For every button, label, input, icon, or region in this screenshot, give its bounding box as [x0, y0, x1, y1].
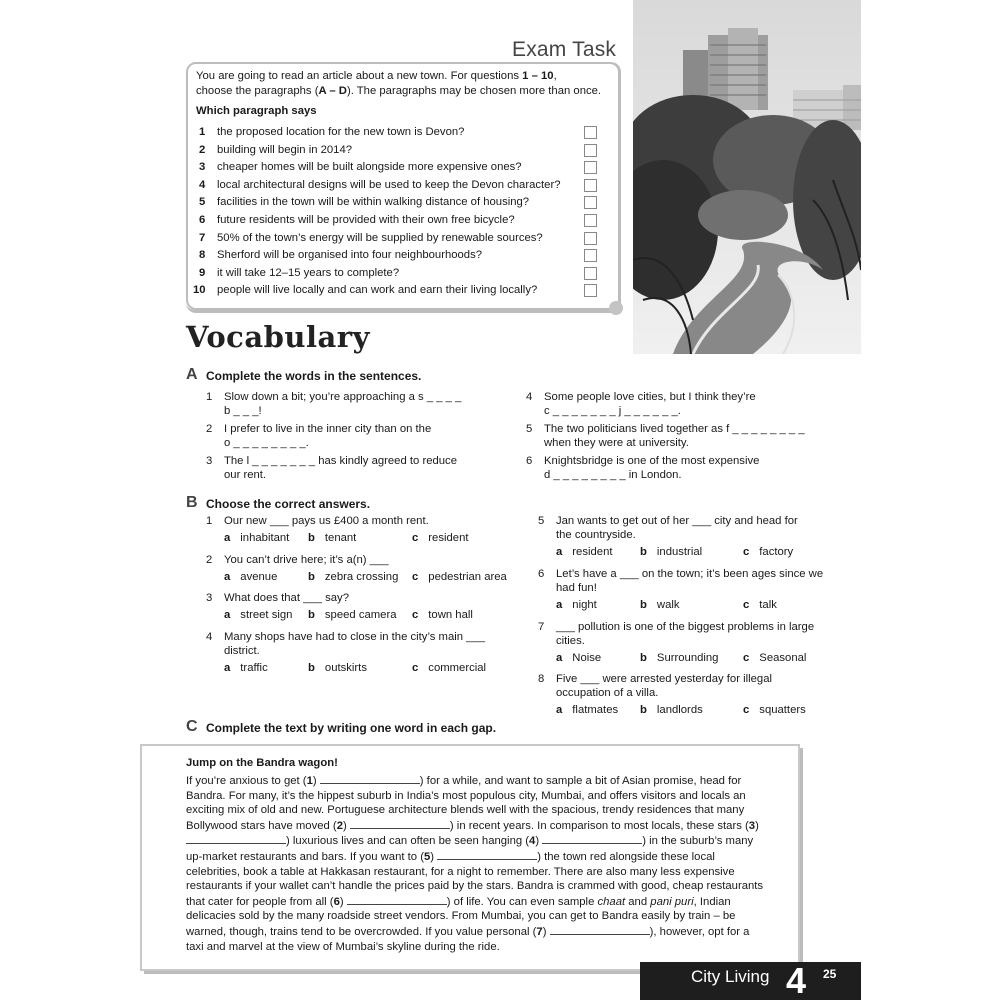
exam-instructions: You are going to read an article about a new town. For questions 1 – 10, choose the paragraphs (A – D). The paragraphs may be chosen more than once. [196, 70, 602, 97]
answer-option[interactable]: a street sign [224, 609, 293, 621]
gap-line[interactable] [550, 924, 650, 935]
answer-option[interactable]: a flatmates [556, 704, 619, 716]
answer-option[interactable]: b speed camera [308, 609, 397, 621]
answer-checkbox[interactable] [584, 196, 597, 209]
answer-option[interactable]: a Noise [556, 652, 602, 664]
gap-line[interactable] [350, 818, 450, 829]
answer-checkbox[interactable] [584, 179, 597, 192]
answer-option[interactable]: a traffic [224, 662, 268, 674]
exam-task-title: Exam Task [512, 38, 617, 61]
answer-option[interactable]: c squatters [743, 704, 806, 716]
answer-checkbox[interactable] [584, 249, 597, 262]
question-row: 3 cheaper homes will be built alongside more expensive ones? [199, 161, 522, 174]
article-heading: Jump on the Bandra wagon! [186, 757, 338, 769]
unit-number: 4 [786, 960, 807, 1001]
answer-checkbox[interactable] [584, 214, 597, 227]
question-row: 2 building will begin in 2014? [199, 143, 353, 156]
exam-box-decoration-dot [609, 301, 623, 315]
answer-checkbox[interactable] [584, 161, 597, 174]
question-row: 1 the proposed location for the new town is Devon? [199, 126, 465, 138]
answer-option[interactable]: b landlords [640, 704, 703, 716]
answer-checkbox[interactable] [584, 267, 597, 280]
exam-lead-question: Which paragraph says [196, 105, 317, 117]
answer-option[interactable]: c town hall [412, 609, 473, 621]
gap-line[interactable] [542, 833, 642, 844]
answer-option[interactable]: a inhabitant [224, 532, 290, 544]
answer-option[interactable]: c commercial [412, 662, 487, 674]
article-body: If you’re anxious to get (1) ) for a while, and want to sample a bit of Asian promise, head for Bandra. For many, it’s the hippest suburb in India’s most populous city, Mumbai, and offers visitors and locals an exciting mix of old and new. Portuguese architecture blends well with the spacious, trendy residences that many Bollywood stars have moved (2) ) in recent years. In comparison to most locals, these stars (3) ) luxurious lives and can often be seen hanging (4) ) in the suburb’s many up-market restaurants and bars. If you want to (5) ) the town red alongside these local celebrities, book a table at Hakkasan restaurant, for a night to remember. There are also many less expensive restaurants if your wallet can’t handle the prices paid by the stars. Bandra is crammed with good, cheap restaurants that cater for people from all (6) ) of life. You can even sample chaat and pani puri, Indian delicacies sold by the many roadside street vendors. From Mumbai, you can get to Bandra easily by train – be warned, though, trains tend to be overcrowded. If you value personal (7) ), however, opt for a taxi and marvel at the view of Mumbai’s skyline during the ride. [186, 775, 764, 953]
unit-title: City Living [691, 967, 770, 986]
answer-option[interactable]: b industrial [640, 546, 703, 558]
section-b-title: Choose the correct answers. [206, 497, 371, 511]
question-row: 4 local architectural designs will be used to keep the Devon character? [199, 178, 561, 191]
city-park-photo [633, 0, 861, 354]
answer-option[interactable]: a resident [556, 546, 613, 558]
section-c-letter: C [186, 718, 198, 735]
answer-option[interactable]: c resident [412, 532, 469, 544]
answer-option[interactable]: a night [556, 599, 597, 611]
answer-checkbox[interactable] [584, 284, 597, 297]
answer-option[interactable]: b Surrounding [640, 652, 719, 664]
answer-option[interactable]: a avenue [224, 571, 278, 583]
gap-line[interactable] [186, 833, 286, 844]
section-a-title: Complete the words in the sentences. [206, 369, 422, 383]
gap-line[interactable] [437, 849, 537, 860]
section-b-letter: B [186, 494, 198, 511]
answer-checkbox[interactable] [584, 126, 597, 139]
question-row: 5 facilities in the town will be within walking distance of housing? [199, 196, 530, 209]
answer-option[interactable]: c factory [743, 546, 794, 558]
gap-line[interactable] [320, 773, 420, 784]
answer-option[interactable]: b walk [640, 599, 680, 611]
question-row: 6 future residents will be provided with their own free bicycle? [199, 214, 515, 226]
question-row: 9 it will take 12–15 years to complete? [199, 266, 400, 279]
question-row: 8 Sherford will be organised into four neighbourhoods? [199, 249, 483, 262]
vocabulary-heading: Vocabulary [186, 320, 370, 354]
question-row: 7 50% of the town’s energy will be supplied by renewable sources? [199, 231, 543, 244]
answer-checkbox[interactable] [584, 232, 597, 245]
answer-option[interactable]: c Seasonal [743, 652, 807, 664]
answer-option[interactable]: c talk [743, 599, 777, 611]
section-c-title: Complete the text by writing one word in each gap. [206, 721, 497, 735]
city-park-photo-illustration [633, 0, 861, 354]
answer-option[interactable]: c pedestrian area [412, 571, 507, 583]
answer-option[interactable]: b tenant [308, 532, 357, 544]
answer-option[interactable]: b zebra crossing [308, 571, 399, 583]
section-a-letter: A [186, 366, 198, 383]
gap-line[interactable] [347, 894, 447, 905]
answer-option[interactable]: b outskirts [308, 662, 367, 674]
answer-checkbox[interactable] [584, 144, 597, 157]
question-row: 10 people will live locally and can work and earn their living locally? [193, 284, 538, 297]
page-number: 25 [823, 967, 837, 981]
